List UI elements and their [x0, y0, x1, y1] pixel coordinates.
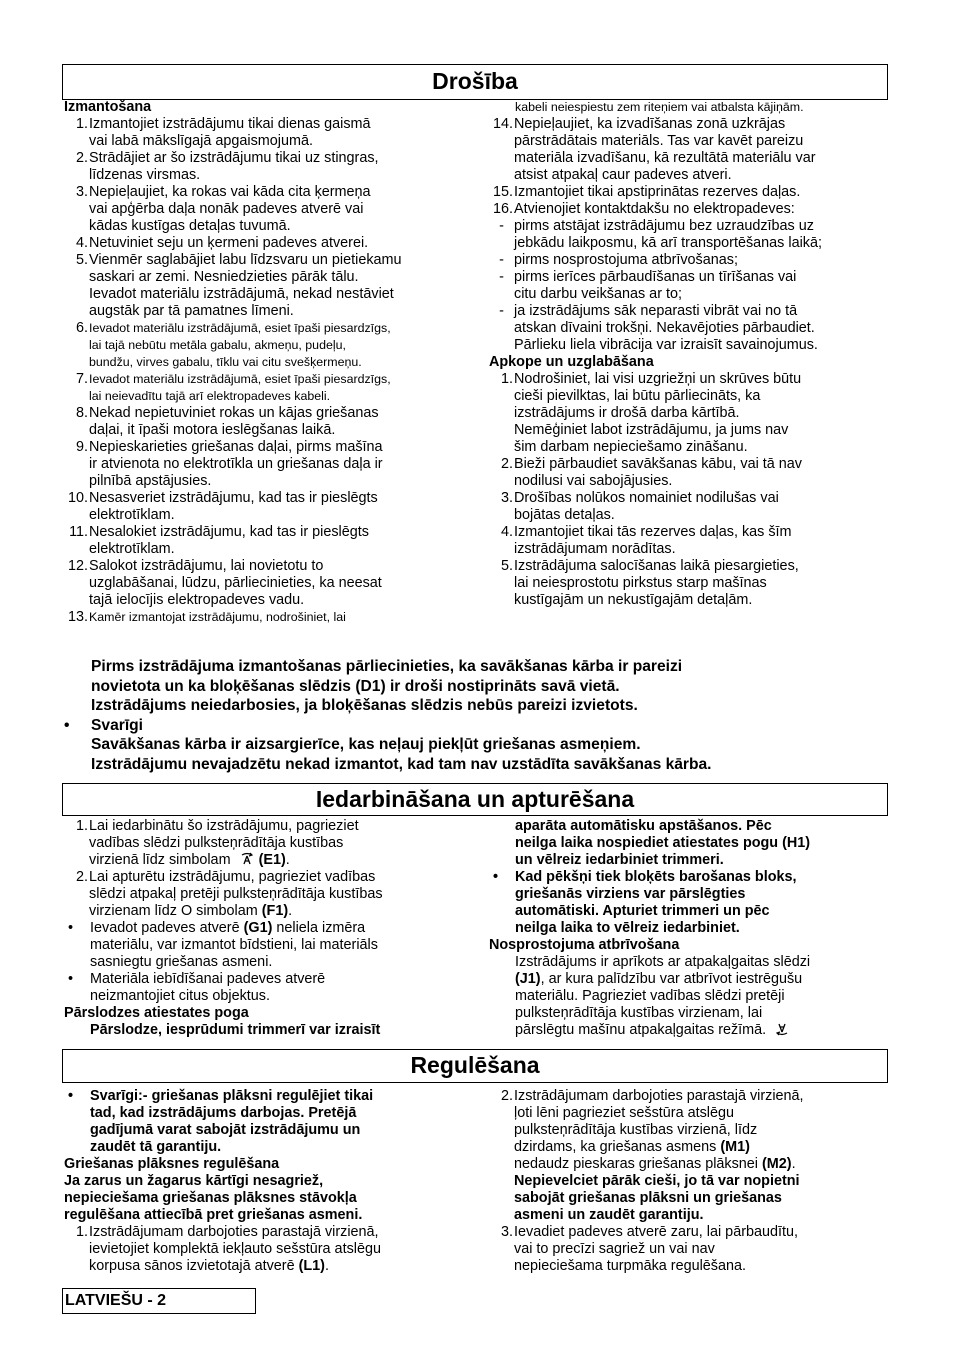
line: bundžu, virves gabalu, tīklu vai citu svešķermeņu. [89, 355, 362, 369]
safety-right-column [489, 99, 889, 609]
reverse-rotation-icon [774, 1022, 790, 1036]
list-item [89, 1224, 464, 1275]
line: vai apģērba daļa nonāk padeves atverē vai [89, 201, 364, 217]
line: izstrādājums ir drošā darba kārtībā. [514, 405, 740, 421]
line: Kad pēkšņi tiek bloķēts barošanas bloks, [515, 869, 797, 885]
list-item [489, 490, 889, 524]
line: pirms ierīces pārbaudīšanas un tīrīšanas vai [514, 269, 797, 285]
list-item [89, 818, 464, 869]
line: kustīgajām un nekustīgajām detaļām. [514, 592, 753, 608]
line: Izstrādājumam darbojoties parastajā virzienā, [514, 1088, 804, 1104]
item-number: 3. [75, 184, 88, 200]
item-number: 3. [500, 1224, 513, 1240]
line: atsist atpakaļ caur padeves atveri. [514, 167, 732, 183]
line: Nesalokiet izstrādājumu, kad tas ir pieslēgts [89, 524, 369, 540]
line: asmeni un zaudēt garantiju. [514, 1207, 704, 1223]
line: lai neievadītu tajā arī elektropadeves kabeli. [89, 389, 331, 403]
line: gadījumā varat sabojāt izstrādājumu un [90, 1122, 361, 1138]
list-item [514, 1088, 889, 1224]
item-number: 6. [75, 320, 88, 336]
line: virzienā līdz simbolam [89, 852, 231, 868]
line: citu darbu veikšanas ar to; [514, 286, 682, 302]
line: Lai iedarbinātu šo izstrādājumu, pagrieziet [89, 818, 359, 834]
line: zaudēt tā garantiju. [90, 1139, 222, 1155]
line: Izstrādājuma salocīšanas laikā piesargieties, [514, 558, 799, 574]
list-item [64, 439, 464, 490]
item-number: 1. [500, 371, 513, 387]
line: ja izstrādājums sāk neparasti vibrāt vai no tā [514, 303, 798, 319]
list-item [64, 235, 464, 252]
line: dzirdams, ka griešanas asmens [514, 1139, 721, 1155]
line: Nepieļaujiet, ka rokas vai kāda cita ķermeņa [89, 184, 371, 200]
line: Strādājiet ar šo izstrādājumu tikai uz stingras, [89, 150, 379, 166]
list-item [489, 524, 889, 558]
start-stop-right-column [489, 818, 889, 1039]
list-item [64, 371, 464, 405]
item-number: 5. [500, 558, 513, 574]
line: pilnībā apstājusies. [89, 473, 212, 489]
punct: . [288, 903, 293, 919]
line: Ievadot padeves atverē [90, 920, 244, 936]
section-title-safety: Drošība [62, 64, 888, 100]
line: neizmantojiet citus objektus. [90, 988, 270, 1004]
line: Nekad nepietuviniet rokas un kājas griešanas [89, 405, 379, 421]
line: sasniegtu griešanas asmeni. [90, 954, 273, 970]
line: pārslēgtu mašīnu atpakaļgaitas režīmā. [515, 1022, 767, 1038]
important-label: Svarīgi [91, 716, 144, 734]
line: Nesasveriet izstrādājumu, kad tas ir pieslēgts [89, 490, 378, 506]
notice-line: Izstrādājums neiedarbosies, ja bloķēšanas slēdzis nebūs pareizi izvietots. [91, 697, 638, 714]
line: korpusa sānos izvietotajā atverē [89, 1258, 299, 1274]
section-title-adjustment: Regulēšana [62, 1049, 888, 1083]
line: ļoti lēni pagrieziet sešstūra atslēgu [514, 1105, 734, 1121]
list-item [489, 184, 889, 201]
line: Ievadiet padeves atverē zaru, lai pārbaudītu, [514, 1224, 798, 1240]
item-number: 13. [67, 609, 88, 625]
line: ievietojiet komplektā iekļauto sešstūra atslēgu [89, 1241, 381, 1257]
line: regulēšana attiecībā pret griešanas asmeni. [64, 1207, 363, 1223]
bullet: • [68, 1088, 74, 1104]
line: aparāta automātisku apstāšanos. Pēc [515, 818, 772, 834]
dash: - [499, 252, 504, 268]
overload-heading: Pārslodzes atiestates poga [64, 1005, 249, 1021]
line: materiālu, var izmantot bīdstieni, lai materiāls [90, 937, 378, 953]
line: Nemēģiniet labot izstrādājumu, ja jums nav [514, 422, 789, 438]
line: neilga laika nospiediet atiestates pogu (H1) [515, 835, 811, 851]
item-number: 1. [75, 1224, 88, 1240]
list-item [90, 920, 464, 971]
line: Nodrošiniet, lai visi uzgriežņi un skrūves būtu [514, 371, 802, 387]
item-number: 3. [500, 490, 513, 506]
line: Pārslodze, iesprūdumi trimmerī var izraisīt [90, 1022, 381, 1038]
item-number: 16. [492, 201, 513, 217]
line: vadības slēdzi pulksteņrādītāja kustības [89, 835, 344, 851]
punct: . [285, 852, 290, 868]
notice-line: Izstrādājumu nevajadzētu nekad izmantot, kad tam nav uzstādīta savākšanas kārba. [91, 755, 712, 773]
line: Svarīgi:- griešanas plāksni regulējiet tikai [90, 1088, 374, 1104]
notice-line: Savākšanas kārba ir aizsargierīce, kas neļauj piekļūt griešanas asmeņiem. [91, 736, 641, 753]
item-number: 11. [69, 524, 88, 540]
line: ir atvienota no elektrotīkla un griešanas daļa ir [89, 456, 383, 472]
line: saskari ar zemi. Nesniedzieties pārāk tālu. [89, 269, 359, 285]
line: tajā ielocījis elektropadeves vadu. [89, 592, 305, 608]
line: vai to precīzi sagriež un vai nav [514, 1241, 715, 1257]
line: Ievadot materiālu izstrādājumā, esiet īpaši piesardzīgs, [89, 321, 391, 335]
item-number: 5. [75, 252, 88, 268]
line: lai neiesprostotu pirkstus starp mašīnas [514, 575, 767, 591]
line: pulksteņrādītāja kustības virzienā, līdz [514, 1122, 758, 1138]
line: Drošības nolūkos nomainiet nodilušas vai [514, 490, 779, 506]
line: neilga laika to vēlreiz iedarbiniet. [515, 920, 740, 936]
item-number: 9. [75, 439, 88, 455]
page-footer: LATVIEŠU - 2 [62, 1288, 256, 1314]
line: Atvienojiet kontaktdakšu no elektropadeves: [514, 201, 795, 217]
sub-item [489, 269, 889, 303]
notice-line: Pirms izstrādājuma izmantošanas pārliecinieties, ka savākšanas kārba ir pareizi [91, 658, 683, 675]
line: un vēlreiz iedarbiniet trimmeri. [515, 852, 724, 868]
line: elektrotīklam. [89, 507, 175, 523]
line: Bieži pārbaudiet savākšanas kābu, vai tā nav [514, 456, 802, 472]
ref-code: (G1) [243, 920, 273, 936]
list-item [514, 1224, 889, 1275]
item-number: 2. [500, 456, 513, 472]
list-item [489, 371, 889, 456]
sub-item [489, 303, 889, 354]
list-item [64, 320, 464, 371]
list-item [64, 609, 464, 626]
list-item [489, 116, 889, 184]
item-number: 15. [492, 184, 513, 200]
list-item [489, 201, 889, 218]
notice-block [62, 657, 892, 774]
line: nepieciešama turpmāka regulēšana. [514, 1258, 746, 1274]
adjustment-left-column [64, 1088, 464, 1275]
list-item [64, 558, 464, 609]
item-number: 2. [75, 150, 88, 166]
dash: - [499, 303, 504, 319]
line: Netuviniet seju un ķermeni padeves atverei. [89, 235, 369, 251]
list-item [64, 252, 464, 320]
bullet: • [68, 971, 74, 987]
list-item [489, 558, 889, 609]
line: automātiski. Apturiet trimmeri un pēc [515, 903, 770, 919]
line: Lai apturētu izstrādājumu, pagrieziet vadības [89, 869, 376, 885]
punct: . [791, 1156, 796, 1172]
start-stop-left-column [64, 818, 464, 1039]
continued-text: kabeli neiespiestu zem riteņiem vai atbalsta kājiņām. [515, 100, 804, 114]
line: Ja zarus un žagarus kārtīgi nesagriež, [64, 1173, 324, 1189]
line: cieši pievilktas, lai būtu pārliecināts, ka [514, 388, 761, 404]
line: Izstrādājumam darbojoties parastajā virzienā, [89, 1224, 379, 1240]
line: uzglabāšanai, lūdzu, pārliecinieties, ka neesat [89, 575, 382, 591]
list-item [515, 869, 889, 937]
line: Izmantojiet tikai tās rezerves daļas, kas šīm [514, 524, 792, 540]
line: šim darbam nepieciešamo zināšanu. [514, 439, 748, 455]
maintenance-heading: Apkope un uzglabāšana [489, 354, 654, 370]
line: Nepieļaujiet, ka izvadīšanas zonā uzkrājas [514, 116, 786, 132]
dash: - [499, 269, 504, 285]
list-item [64, 150, 464, 184]
list-item [64, 116, 464, 150]
punct: . [324, 1258, 329, 1274]
line: Ievadot materiālu izstrādājumā, nekad nestāviet [89, 286, 394, 302]
line: bojātas detaļas. [514, 507, 615, 523]
item-number: 12. [67, 558, 88, 574]
item-number: 4. [500, 524, 513, 540]
line: lai tajā nebūtu metāla gabalu, akmeņu, pudeļu, [89, 338, 346, 352]
item-number: 2. [500, 1088, 513, 1104]
line: augstāk par tā pamatnes līmeni. [89, 303, 294, 319]
list-item [89, 869, 464, 920]
line: daļai, it īpaši motora ieslēgšanas laikā. [89, 422, 336, 438]
line: Ievadot materiālu izstrādājumā, esiet īpaši piesardzīgs, [89, 372, 391, 386]
item-number: 2. [75, 869, 88, 885]
line: līdzenas virsmas. [89, 167, 201, 183]
line: atskan dīvaini trokšņi. Nekavējoties pārbaudiet. [514, 320, 815, 336]
line: pirms nosprostojuma atbrīvošanas; [514, 252, 738, 268]
dash: - [499, 218, 504, 234]
line: Izmantojiet tikai apstiprinātas rezerves daļas. [514, 184, 801, 200]
jam-heading: Nosprostojuma atbrīvošana [489, 937, 680, 953]
line: vai labā mākslīgajā apgaismojumā. [89, 133, 313, 149]
line: Izstrādājums ir aprīkots ar atpakaļgaitas slēdzi [515, 954, 811, 970]
ref-code: (J1) [515, 971, 541, 987]
item-number: 14. [492, 116, 513, 132]
line: Kamēr izmantojat izstrādājumu, nodrošiniet, lai [89, 610, 346, 624]
line: nepieciešama griešanas plāksnes stāvokļa [64, 1190, 357, 1206]
ref-code: (M1) [720, 1139, 750, 1155]
line: Pārlieku liela vibrācija var izraisīt savainojumus. [514, 337, 818, 353]
adjustment-right-column [489, 1088, 889, 1275]
line: Materiāla iebīdīšanai padeves atverē [90, 971, 326, 987]
list-item [64, 184, 464, 235]
ref-code: (L1) [298, 1258, 325, 1274]
line: pirms atstājat izstrādājumu bez uzraudzības uz [514, 218, 814, 234]
line: kādas kustīgas detaļas tuvumā. [89, 218, 291, 234]
line: neliela izmēra [272, 920, 366, 936]
ref-code: (F1) [261, 903, 289, 919]
bullet: • [493, 869, 499, 885]
line: griešanās virziens var pārslēgties [515, 886, 746, 902]
section-title-start-stop: Iedarbināšana un apturēšana [62, 783, 888, 816]
list-item [64, 524, 464, 558]
item-number: 1. [75, 818, 88, 834]
line: Nepieskarieties griešanas daļai, pirms mašīna [89, 439, 383, 455]
line: virzienam līdz O simbolam [89, 903, 262, 919]
line: jebkādu laikposmu, kā arī transportēšanas laikā; [514, 235, 822, 251]
forward-rotation-icon [239, 852, 255, 866]
item-number: 4. [75, 235, 88, 251]
line: pārstrādātais materiāls. Tas var kavēt pareizu [514, 133, 804, 149]
item-number: 7. [75, 371, 88, 387]
line: sabojāt griešanas plāksni un griešanas [514, 1190, 782, 1206]
item-number: 10. [67, 490, 88, 506]
usage-heading: Izmantošana [64, 99, 152, 115]
line: materiālu. Pagrieziet vadības slēdzi pretēji [515, 988, 785, 1004]
bullet: • [64, 716, 70, 734]
line: pulksteņrādītāja kustības virzienam, lai [515, 1005, 763, 1021]
safety-left-column [64, 99, 464, 626]
line: tad, kad izstrādājums darbojas. Pretējā [90, 1105, 357, 1121]
notice-line: novietota un ka bloķēšanas slēdzis (D1) ir droši nostiprināts savā vietā. [91, 677, 620, 695]
line: slēdzi atpakaļ pretēji pulksteņrādītāja kustības [89, 886, 383, 902]
list-item [489, 456, 889, 490]
line: materiāla izvadīšanu, kā rezultātā materiālu var [514, 150, 816, 166]
line: Salokot izstrādājumu, lai novietotu to [89, 558, 324, 574]
item-number: 1. [75, 116, 88, 132]
sub-item [489, 252, 889, 269]
item-number: 8. [75, 405, 88, 421]
line: elektrotīklam. [89, 541, 175, 557]
important-item [62, 716, 892, 736]
line: Vienmēr saglabājiet labu līdzsvaru un pietiekamu [89, 252, 402, 268]
line: , ar kura palīdzību var atbrīvot iestrēgušu [540, 971, 803, 987]
list-item [90, 971, 464, 1005]
list-item [64, 490, 464, 524]
line: Izmantojiet izstrādājumu tikai dienas gaismā [89, 116, 371, 132]
list-item [64, 405, 464, 439]
bullet: • [68, 920, 74, 936]
sub-item [489, 218, 889, 252]
line: Nepievelciet pārāk cieši, jo tā var nopietni [514, 1173, 800, 1189]
list-item [90, 1088, 464, 1156]
line: nodilusi vai sabojājusies. [514, 473, 673, 489]
ref-code: (M2) [762, 1156, 792, 1172]
ref-code: (E1) [258, 852, 286, 868]
line: izstrādājumam norādītas. [514, 541, 676, 557]
plate-adjust-heading: Griešanas plāksnes regulēšana [64, 1156, 280, 1172]
line: nedaudz pieskaras griešanas plāksnei [514, 1156, 762, 1172]
